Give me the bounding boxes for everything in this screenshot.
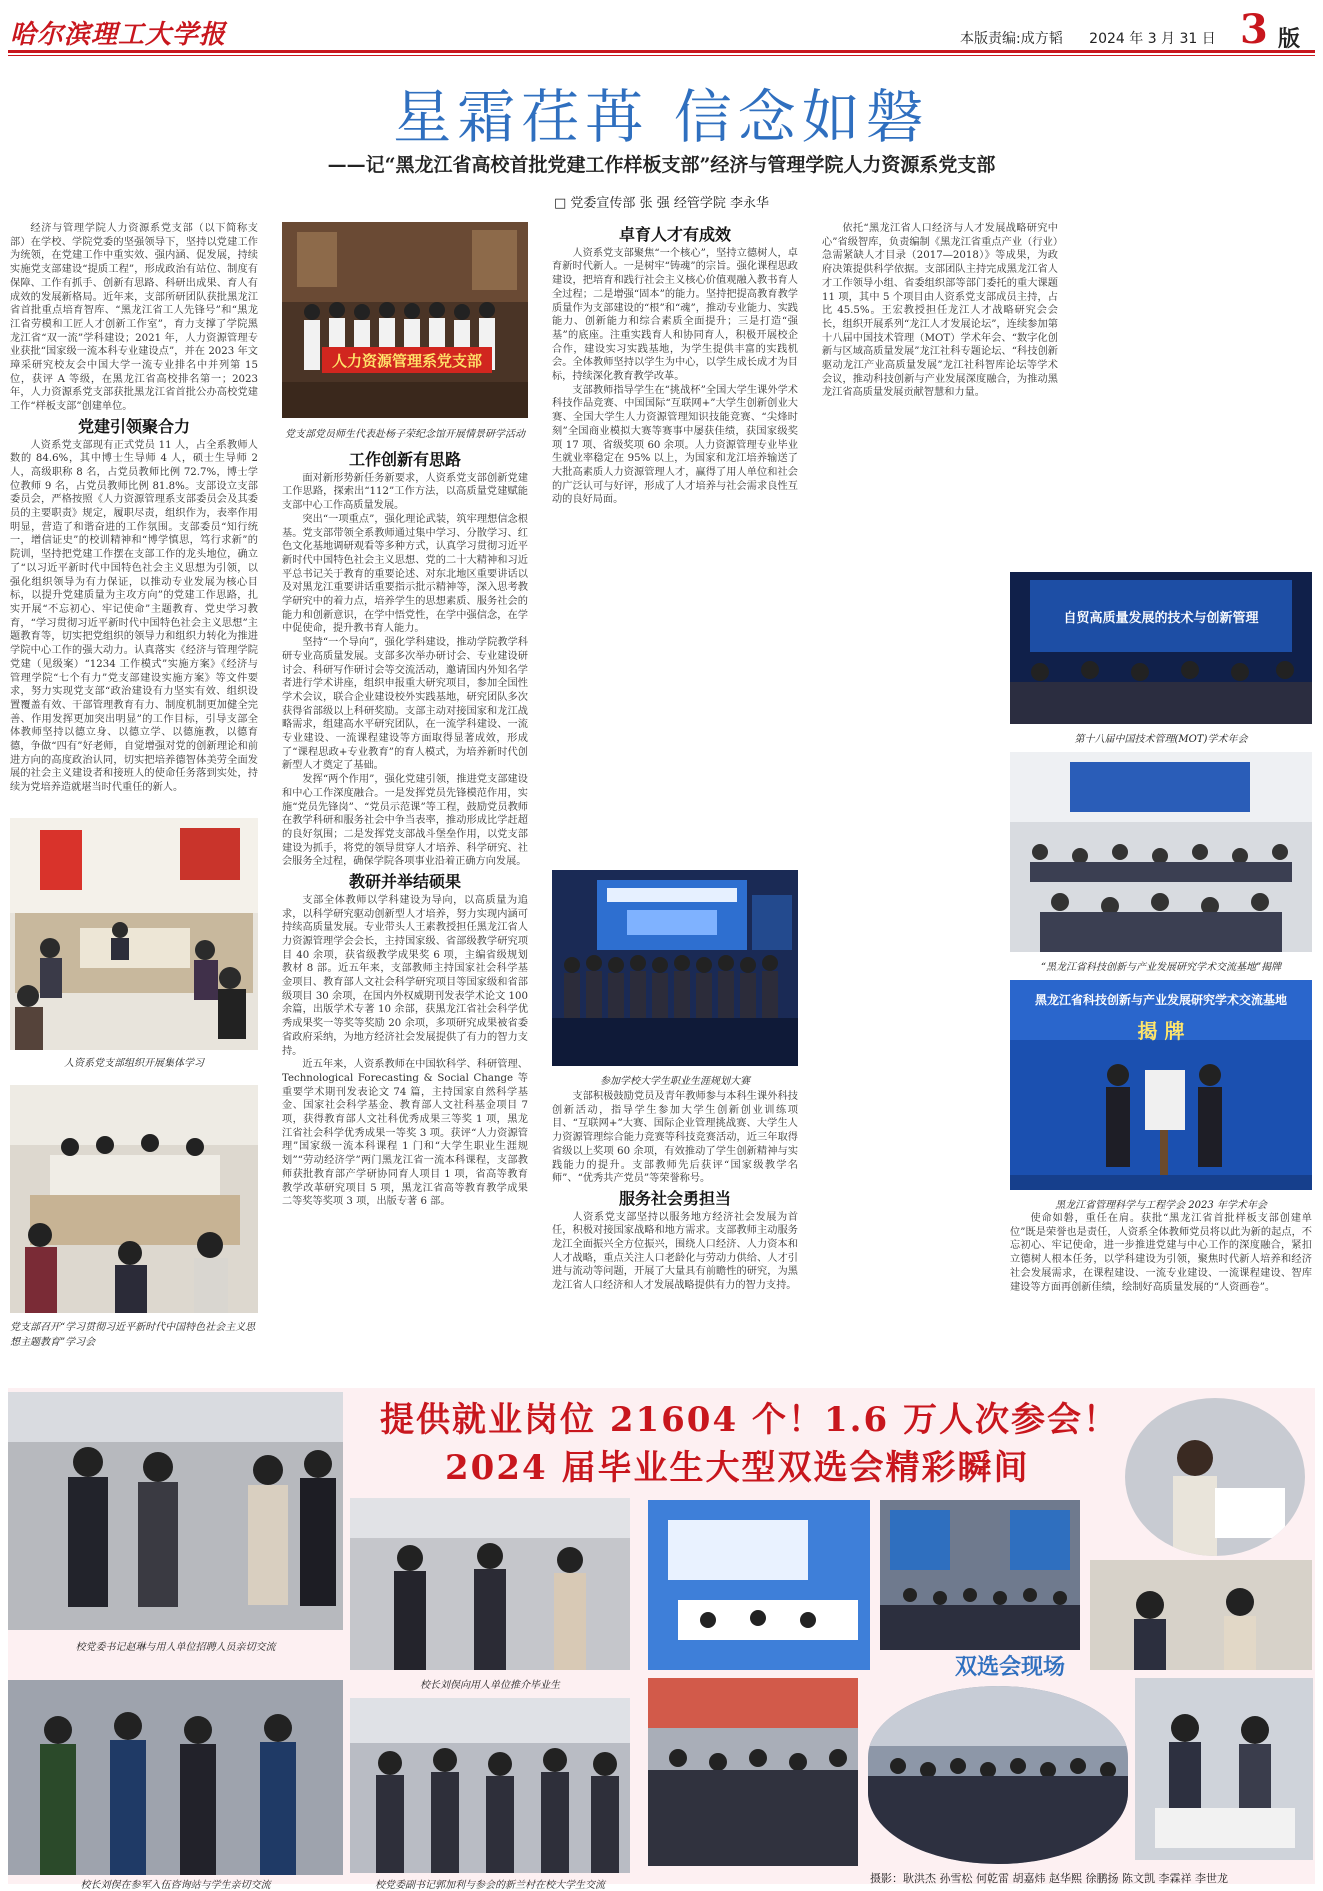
photo-meeting [10, 818, 258, 1050]
column-2 [282, 447, 528, 1377]
jobfair-photo-4 [350, 1698, 630, 1873]
jobfair-caption-2: 校长刘俣向用人单位推介毕业生 [420, 1680, 560, 1691]
caption-study: 党支部召开“学习贯彻习近平新时代中国特色社会主义思想主题教育”学习会 [10, 1322, 256, 1348]
jobfair-photographers: 摄影：耿洪杰 孙雪松 何乾雷 胡嘉炜 赵华熙 徐鹏扬 陈文凯 李霖祥 李世龙 [870, 1872, 1228, 1885]
jobfair-photo-5 [648, 1500, 870, 1670]
section-paragraph: 突出“一项重点”，强化理论武装，筑牢理想信念根基。党支部带领全系教师通过集中学习、分散学习、红色文化基地调研观看等多种方式，认真学习贯彻习近平新时代中国特色社会主义思想、党的二十大精神和习近平总书记关于教育的重要论述、对东北地区重要讲话以及对黑龙江重要讲话重要指示批示精神等，深入思考教学研究中的着力点，培养学生的思想素质、服务社会的能力和创新意识，在学中悟党性，在学中强信念，在学中促使命，提升教书育人能力。 [282, 513, 528, 635]
jobfair-photo-2 [350, 1498, 630, 1670]
unveil-screen-text: 黑龙江省科技创新与产业发展研究学术交流基地 [1034, 993, 1288, 1007]
masthead-paper-name: 哈尔滨理工大学报 [10, 20, 227, 50]
jobfair-caption-4: 校党委副书记郭加利与参会的新兰村在校大学生交流 [375, 1880, 605, 1891]
section-paragraph: 支部教师指导学生在“挑战杯”全国大学生课外学术科技作品竞赛、中国国际“互联网+”大学生创新创业大赛、全国大学生人力资源管理知识技能竞赛、“尖烽时刻”全国商业模拟大赛等赛事中屡获佳绩，获国家级奖项 17 项、省级奖项 60 余项。人力资源管理专业毕业生就业率稳定在 95% 以上，为国家和龙江培养输送了大批高素质人力资源管理人才，赢得了用人单位和社会的广泛认可与好评，形成了人才培养与社会需求良性互动的良好局面。 [552, 384, 798, 506]
column-3b [552, 1090, 798, 1378]
jobfair-photo-11 [1135, 1678, 1313, 1860]
caption-contest: 参加学校大学生职业生涯规划大赛 [600, 1076, 750, 1087]
unveil-sign-text: 揭 牌 [1137, 1019, 1185, 1043]
jobfair-photo-7 [1125, 1398, 1305, 1556]
masthead-meta [960, 28, 1238, 48]
caption-group: 党支部党员师生代表赴杨子荣纪念馆开展情景研学活动 [285, 429, 525, 440]
section-paragraph: 人资系党支部现有正式党员 11 人，占全系教师人数的 84.6%，其中博士生导师 4 人，硕士生导师 2 人，高级职称 8 名，占党员教师比例 72.7%，博士学位教师 9 名，占党员教师比例 81.8%。支部设立支部委员会，严格按照《人力资源管理系支部委员会及其委员的主要职责》规定，履职尽责，组织作为，表率作用明显，营造了和谐奋进的工作氛围。支部委员“知行统一，增信证史”的校训精神和“博学慎思，笃行求新”的院训，坚持把党建工作摆在支部工作的龙头地位，确立了“以习近平新时代中国特色社会主义思想为引领，以强化组织领导为有力保证，以推动专业发展为核心目标，以提升党建质量为主攻方向”的党建工作思路，扎实开展“不忘初心、牢记使命”主题教育、党史学习教育，“学习贯彻习近平新时代中国特色社会主义思想”主题教育等，切实把党组织的领导力和组织力转化为推进学院中心工作的强大动力。认真落实《经济与管理学院党建（见级案）“1234 工作模式”实施方案》《经济与管理学院“七个有力”党支部建设实施方案》等文件要求，努力实现党支部“政治建设有力坚实有效、组织设置覆盖有效、干部管理教育有力、制度机制更加健全完善、作用发挥更加突出明显”的工作目标，引导支部全体教师坚持以德立身、以德立学、以德施教，以德育德，争做“四有”好老师，自觉增强对党的创新理论和前进方向的高度政治认同，切实把培养德智体美劳全面发展的社会主义建设者和接班人的使命任务落到实处，持续为党培养造就堪当时代重任的新人。 [10, 439, 258, 794]
article-intro: 经济与管理学院人力资源系党支部（以下简称支部）在学校、学院党委的坚强领导下，坚持以党建工作为统领，在党建工作中重实效、强内涵、促发展，持续实施党支部建设“提质工程”，形成政治有站位、制度有保障、工作有抓手、创新有思路、科研出成果、育人有成效的发展新格局。近年来，支部所研团队获批黑龙江省首批重点培育智库、“黑龙江省工人先锋号”和“黑龙江省劳模和工匠人才创新工作室”，育力支撑了学院黑龙江省“双一流”学科建设；2021 年，人力资源管理专业获批“国家级一流本科专业建设点”，并在 2023 年文璋采研究校友会中国大学一流专业排名中并列第 15 位，获评 A 等级，在黑龙江省高校排名第一；2023 年，人力资源系党支部获批黑龙江省首批公办高校党建工作“样板支部”创建单位。 [10, 223, 258, 413]
issue-date: 2024 年 3 月 31 日 [1089, 31, 1216, 47]
jobfair-photo-1 [8, 1392, 343, 1630]
page-number: 3 [1240, 6, 1268, 53]
jobfair-caption-3: 校长刘俣在参军入伍咨询站与学生亲切交流 [80, 1880, 271, 1891]
column-4 [822, 222, 1058, 542]
section-title: 工作创新有思路 [348, 450, 461, 469]
jobfair-photo-3 [8, 1680, 343, 1875]
jobfair-title-line2: 2024 届毕业生大型双选会精彩瞬间 [445, 1448, 1030, 1488]
article-subheadline: ——记“黑龙江省高校首批党建工作样板支部”经济与管理学院人力资源系党支部 [327, 154, 996, 176]
jobfair-photo-6 [880, 1500, 1080, 1650]
section-paragraph: 使命如磐，重任在肩。获批“黑龙江省首批样板支部创建单位”既是荣誉也是责任，人资系全体教师党员将以此为新的起点，不忘初心、牢记使命，进一步推进党建与中心工作的深度融合，紧扣立德树人根本任务，以学科建设为引领，聚焦时代新人培养和经济社会发展需求，在课程建设、一流专业建设、一流课程建设、智库建设等方面再创新佳绩，绘制好高质量发展的“人资画卷”。 [1010, 1213, 1312, 1293]
jobfair-caption-1: 校党委书记赵琳与用人单位招聘人员亲切交流 [75, 1642, 276, 1653]
masthead-rule [8, 50, 1315, 53]
section-paragraph: 面对新形势新任务新要求，人资系党支部创新党建工作思路，探索出“112”工作方法，以高质量党建赋能支部中心工作高质量发展。 [282, 472, 528, 512]
caption-mot: 第十八届中国技术管理(MOT)学术年会 [1074, 734, 1248, 745]
masthead-rule-thin [8, 55, 1315, 56]
article-headline: 星霜荏苒 信念如磐 [393, 83, 930, 151]
page-editor: 本版责编:成方韬 [960, 31, 1063, 47]
section-paragraph: 支部积极鼓励党员及青年教师参与本科生课外科技创新活动，指导学生参加大学生创新创业训练项目、“互联网+”大赛、国际企业管理挑战赛、大学生人力资源管理综合能力竞赛等科技竞赛活动，近三年取得省级以上奖项 60 余项，有效推动了学生创新精神与实践能力的提升。支部教师先后获评“国家级教学名师”、“优秀共产党员”等荣誉称号。 [552, 1091, 798, 1185]
jobfair-photo-8 [1090, 1560, 1312, 1670]
section-title: 卓育人才有成效 [618, 225, 731, 244]
column-4b [1010, 1212, 1312, 1380]
jobfair-scene-label: 双选会现场 [955, 1654, 1066, 1680]
photo-mot [1010, 572, 1312, 724]
photo-group [282, 222, 528, 418]
section-title: 服务社会勇担当 [618, 1188, 731, 1208]
section-title: 党建引领聚合力 [77, 416, 190, 436]
photo-contest [552, 870, 798, 1066]
section-paragraph: 近五年来，人资系教师在中国软科学、科研管理、Technological Forecasting & Social Change 等重要学术期刊发表论文 74 篇，主持国家自然科学基金、国家社会科学基金、教育部人文社科基金项目 7 项，获得教育部人文社科优秀成果三等奖 1 项，黑龙江省社会科学优秀成果一等奖 3 项。获评“人力资源管理”国家级一流本科课程 1 门和“大学生职业生涯规划”“劳动经济学”两门黑龙江省一流本科课程，支部教师获批教育部产学研协同育人项目 1 项，省高等教育教学改革研究项目 5 项，黑龙江省高等教育教学成果二等奖等奖项 3 项，出版专著 6 部。 [282, 1059, 528, 1208]
jobfair-photo-10 [868, 1686, 1128, 1864]
section-paragraph: 依托“黑龙江省人口经济与人才发展战略研究中心”省级智库，负责编制《黑龙江省重点产业（行业）急需紧缺人才目录（2017—2018）》等成果，为政府决策提供科学依据。支部团队主持完成黑龙江省人才工作领导小组、省委组织部等部门委托的重大课题 11 项，其中 5 个项目由人资系党支部成员主持，占比 45.5%。王宏教授担任龙江人才战略研究会会长，组织开展系列“龙江人才发展论坛”，连续参加第十八届中国技术管理（MOT）学术年会、“数字化创新与区域高质量发展”龙江社科专题论坛、“科技创新驱动龙江产业高质量发展”龙江社科智库论坛等学术会议，推动科技创新与产业发展深度融合，为推动黑龙江省高质量发展贡献智慧和力量。 [822, 223, 1058, 399]
section-title: 教研并举结硕果 [348, 872, 461, 892]
section-paragraph: 坚持“一个导向”，强化学科建设，推动学院教学科研专业高质量发展。支部多次举办研讨会、专业建设研讨会、科研写作研讨会等交流活动，邀请国内外知名学者进行学术讲座，组织申报重大研究项目，参加全国性学术会议，联合企业建设校外实践基地，研究团队多次获得省部级以上科研奖励。支部主动对接国家和龙江战略需求，组建高水平研究团队，在一流学科建设、一流专业建设、一流课程建设等方面取得显著成效，形成了“课程思政+专业教育”的育人模式，为培养新时代创新型人才奠定了基础。 [282, 637, 528, 772]
section-paragraph: 人资系党支部聚焦“一个核心”，坚持立德树人，卓育新时代新人。一是树牢“铸魂”的宗旨。强化课程思政建设，把培育和践行社会主义核心价值观融入教书育人全过程；二是增强“固本”的能力。坚持把提高教育教学质量作为支部建设的“根”和“魂”，推动专业能力、实践能力、创新能力和综合素质全面提升；三是打造“强基”的底座。注重实践育人和协同育人，积极开展校企合作，建设实习实践基地，为学生提供丰富的实践机会。全体教师坚持以学生为中心，以学生成长成才为目标，持续深化教育教学改革。 [552, 247, 798, 383]
section-paragraph: 支部全体教师以学科建设为导向，以高质量为追求，以科学研究驱动创新型人才培养，努力实现内涵可持续高质量发展。专业带头人王素教授担任黑龙江省人力资源管理学会会长，主持国家级、省部级教学研究项目 40 余项，获省级教学成果奖 6 项，主编省级规划教材 8 部。近五年来，支部教师主持国家社会科学基金项目、教育部人文社会科学研究项目等国家级和省部级项目 30 余项，在国内外权威期刊发表学术论文 100 余篇，出版学术专著 10 余部，获黑龙江省社会科学优秀成果奖一等奖等奖励 20 余项，多项研究成果被省委省政府采纳，为地方经济社会发展提供了有力的智力支持。 [282, 894, 528, 1057]
banner-text: 人力资源管理系党支部 [331, 352, 483, 370]
column-3 [552, 222, 798, 864]
article-byline: □ 党委宣传部 张 强 经管学院 李永华 [554, 196, 769, 211]
column-1 [10, 222, 258, 817]
section-paragraph: 人资系党支部坚持以服务地方经济社会发展为首任，积极对接国家战略和地方需求。支部教师主动服务龙江全面振兴全方位振兴，围绕人口经济、人力资本和人才战略，重点关注人口老龄化与劳动力供给、人才引进与流动等问题，开展了大量具有前瞻性的研究，为黑龙江省人口经济和人才发展战略提供有力的智力支持。 [552, 1211, 798, 1292]
photo-study [10, 1085, 258, 1313]
photo-conference [1010, 752, 1312, 952]
caption-meeting: 人资系党支部组织开展集体学习 [64, 1058, 204, 1069]
screen-text: 自贸高质量发展的技术与创新管理 [1063, 611, 1259, 626]
caption-unveil: 黑龙江省管理科学与工程学会 2023 年学术年会 [1055, 1200, 1267, 1211]
page-suffix: 版 [1278, 26, 1301, 52]
jobfair-photo-9 [648, 1678, 858, 1866]
photo-unveil [1010, 980, 1312, 1190]
caption-unveil-conf: “黑龙江省科技创新与产业发展研究学术交流基地”揭牌 [1040, 962, 1282, 973]
section-paragraph: 发挥“两个作用”，强化党建引领，推进党支部建设和中心工作深度融合。一是发挥党员先锋模范作用，实施“党员先锋岗”、“党员示范课”等工程，鼓励党员教师在教学科研和服务社会中争当表率，推动形成比学赶超的良好氛围；二是发挥党支部战斗堡垒作用，以党支部建设为抓手，将党的领导贯穿人才培养、科学研究、社会服务全过程，确保学院各项事业沿着正确方向发展。 [282, 774, 528, 868]
jobfair-title-line1: 提供就业岗位 21604 个！1.6 万人次参会！ [380, 1400, 1119, 1440]
